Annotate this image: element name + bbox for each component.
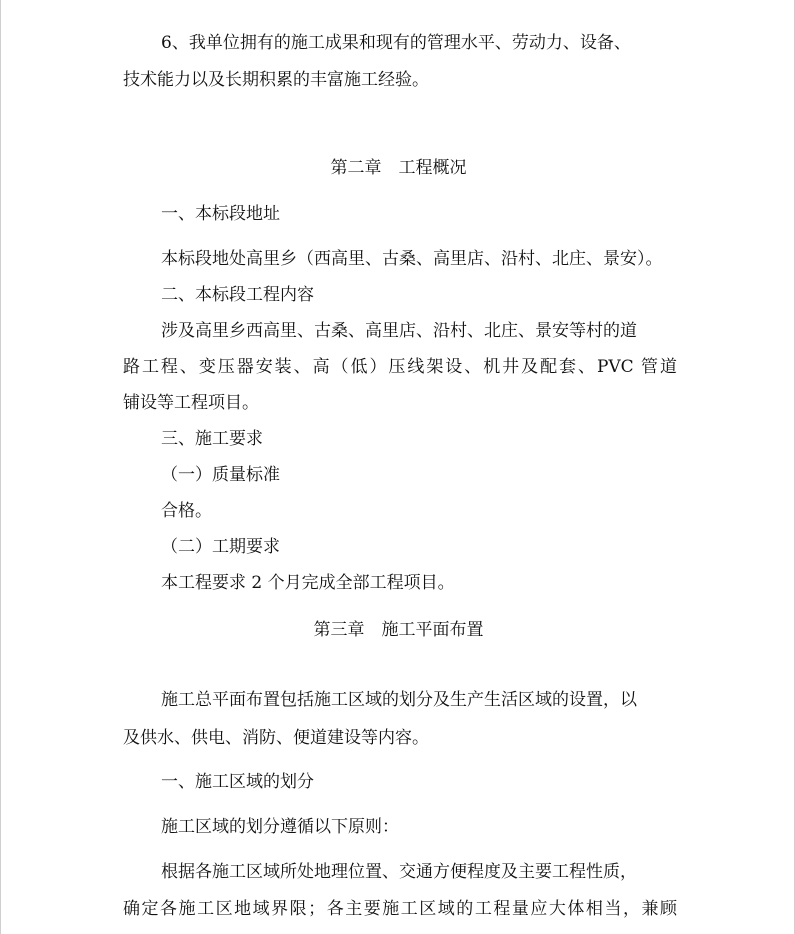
item6-line2: 技术能力以及长期积累的丰富施工经验。 [123, 70, 429, 90]
ch3-sec1-heading: 一、施工区域的划分 [161, 772, 314, 792]
chapter2-title: 第二章 工程概况 [330, 158, 467, 178]
ch3-sec1-intro: 施工区域的划分遵循以下原则： [161, 817, 399, 837]
ch2-sub1-heading: （一）质量标准 [161, 465, 280, 485]
item6-line1: 6、我单位拥有的施工成果和现有的管理水平、劳动力、设备、 [161, 33, 631, 53]
ch2-sec2-line1: 涉及高里乡西高里、古桑、高里店、沿村、北庄、景安等村的道 [161, 321, 637, 341]
ch3-para1-line2: 及供水、供电、消防、便道建设等内容。 [123, 728, 429, 748]
ch2-sec3-heading: 三、施工要求 [161, 429, 263, 449]
chapter3-title: 第三章 施工平面布置 [313, 620, 484, 640]
ch2-sub2-body: 本工程要求 2 个月完成全部工程项目。 [161, 573, 455, 593]
ch2-sub1-body: 合格。 [161, 501, 212, 521]
ch3-para1-line1: 施工总平面布置包括施工区域的划分及生产生活区域的设置，以 [161, 690, 637, 710]
ch2-sec2-line2: 路工程、变压器安装、高（低）压线架设、机井及配套、PVC 管道 [123, 357, 677, 377]
ch2-sec2-heading: 二、本标段工程内容 [161, 285, 314, 305]
ch2-sec1-body: 本标段地处高里乡（西高里、古桑、高里店、沿村、北庄、景安）。 [161, 249, 663, 269]
ch2-sub2-heading: （二）工期要求 [161, 537, 280, 557]
ch3-para2-line2: 确定各施工区地域界限；各主要施工区域的工程量应大体相当，兼顾 [123, 899, 677, 919]
ch2-sec2-line3: 铺设等工程项目。 [123, 393, 259, 413]
ch2-sec1-heading: 一、本标段地址 [161, 204, 280, 224]
ch3-para2-line1: 根据各施工区域所处地理位置、交通方便程度及主要工程性质， [161, 862, 637, 882]
